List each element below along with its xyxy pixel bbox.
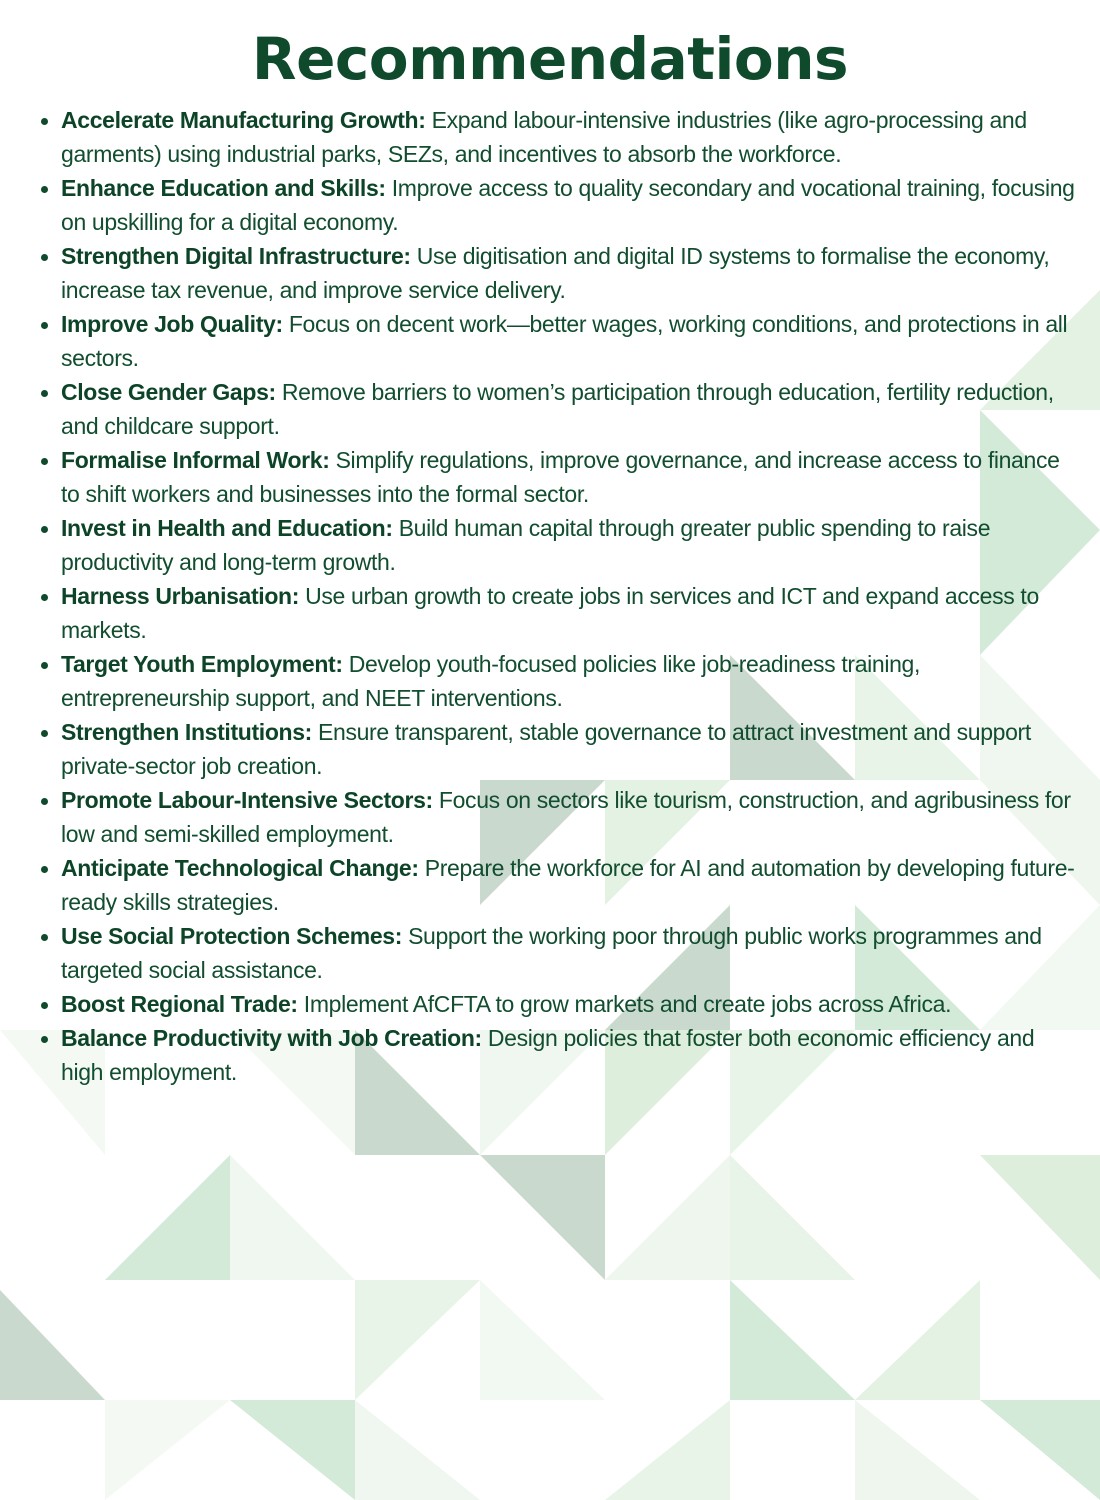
item-heading: Promote Labour-Intensive Sectors: [61,787,433,813]
item-heading: Harness Urbanisation: [61,583,300,609]
list-item [61,715,1080,783]
item-heading: Anticipate Technological Change: [61,855,419,881]
item-heading: Invest in Health and Education: [61,515,393,541]
item-text: Improve access to quality secondary and vocational training, focusing on upskilling for a digital economy. [61,175,1075,235]
list-item [61,851,1080,919]
item-text: Implement AfCFTA to grow markets and create jobs across Africa. [303,991,952,1017]
item-heading: Target Youth Employment: [61,651,343,677]
item-text: Prepare the workforce for AI and automation by developing future-ready skills strategies. [61,855,1075,915]
list-item [61,919,1080,987]
list-item [61,647,1080,715]
item-text: Focus on decent work—better wages, working conditions, and protections in all sectors. [61,311,1068,371]
page-title: Recommendations [251,25,849,93]
list-item [61,511,1080,579]
item-heading: Enhance Education and Skills: [61,175,386,201]
list-item [61,375,1080,443]
item-text: Use digitisation and digital ID systems to formalise the economy, increase tax revenue, and improve service delivery. [61,243,1050,303]
item-text: Focus on sectors like tourism, construction, and agribusiness for low and semi-skilled employment. [61,787,1071,847]
list-item [61,443,1080,511]
item-heading: Close Gender Gaps: [61,379,276,405]
list-item [61,1021,1080,1089]
item-text: Support the working poor through public works programmes and targeted social assistance. [61,923,1042,983]
item-heading: Strengthen Digital Infrastructure: [61,243,411,269]
item-heading: Formalise Informal Work: [61,447,330,473]
item-text: Design policies that foster both economic efficiency and high employment. [61,1025,1035,1085]
item-text: Use urban growth to create jobs in services and ICT and expand access to markets. [61,583,1039,643]
item-heading: Improve Job Quality: [61,311,283,337]
list-item [61,171,1080,239]
recommendations-list [0,103,1100,1089]
item-heading: Balance Productivity with Job Creation: [61,1025,482,1051]
list-item [61,239,1080,307]
list-item [61,579,1080,647]
item-heading: Strengthen Institutions: [61,719,312,745]
item-heading: Use Social Protection Schemes: [61,923,403,949]
item-text: Expand labour-intensive industries (like agro-processing and garments) using industrial parks, SEZs, and incentives to absorb the workforce. [61,107,1027,167]
item-text: Ensure transparent, stable governance to attract investment and support private-sector job creation. [61,719,1031,779]
list-item [61,103,1080,171]
list-item [61,987,1080,1021]
item-heading: Accelerate Manufacturing Growth: [61,107,426,133]
item-text: Remove barriers to women’s participation through education, fertility reduction, and childcare support. [61,379,1054,439]
item-heading: Boost Regional Trade: [61,991,298,1017]
item-text: Build human capital through greater public spending to raise productivity and long-term growth. [61,515,991,575]
item-text: Develop youth-focused policies like job-readiness training, entrepreneurship support, and NEET interventions. [61,651,921,711]
list-item [61,307,1080,375]
list-item [61,783,1080,851]
item-text: Simplify regulations, improve governance, and increase access to finance to shift workers and businesses into the formal sector. [61,447,1060,507]
